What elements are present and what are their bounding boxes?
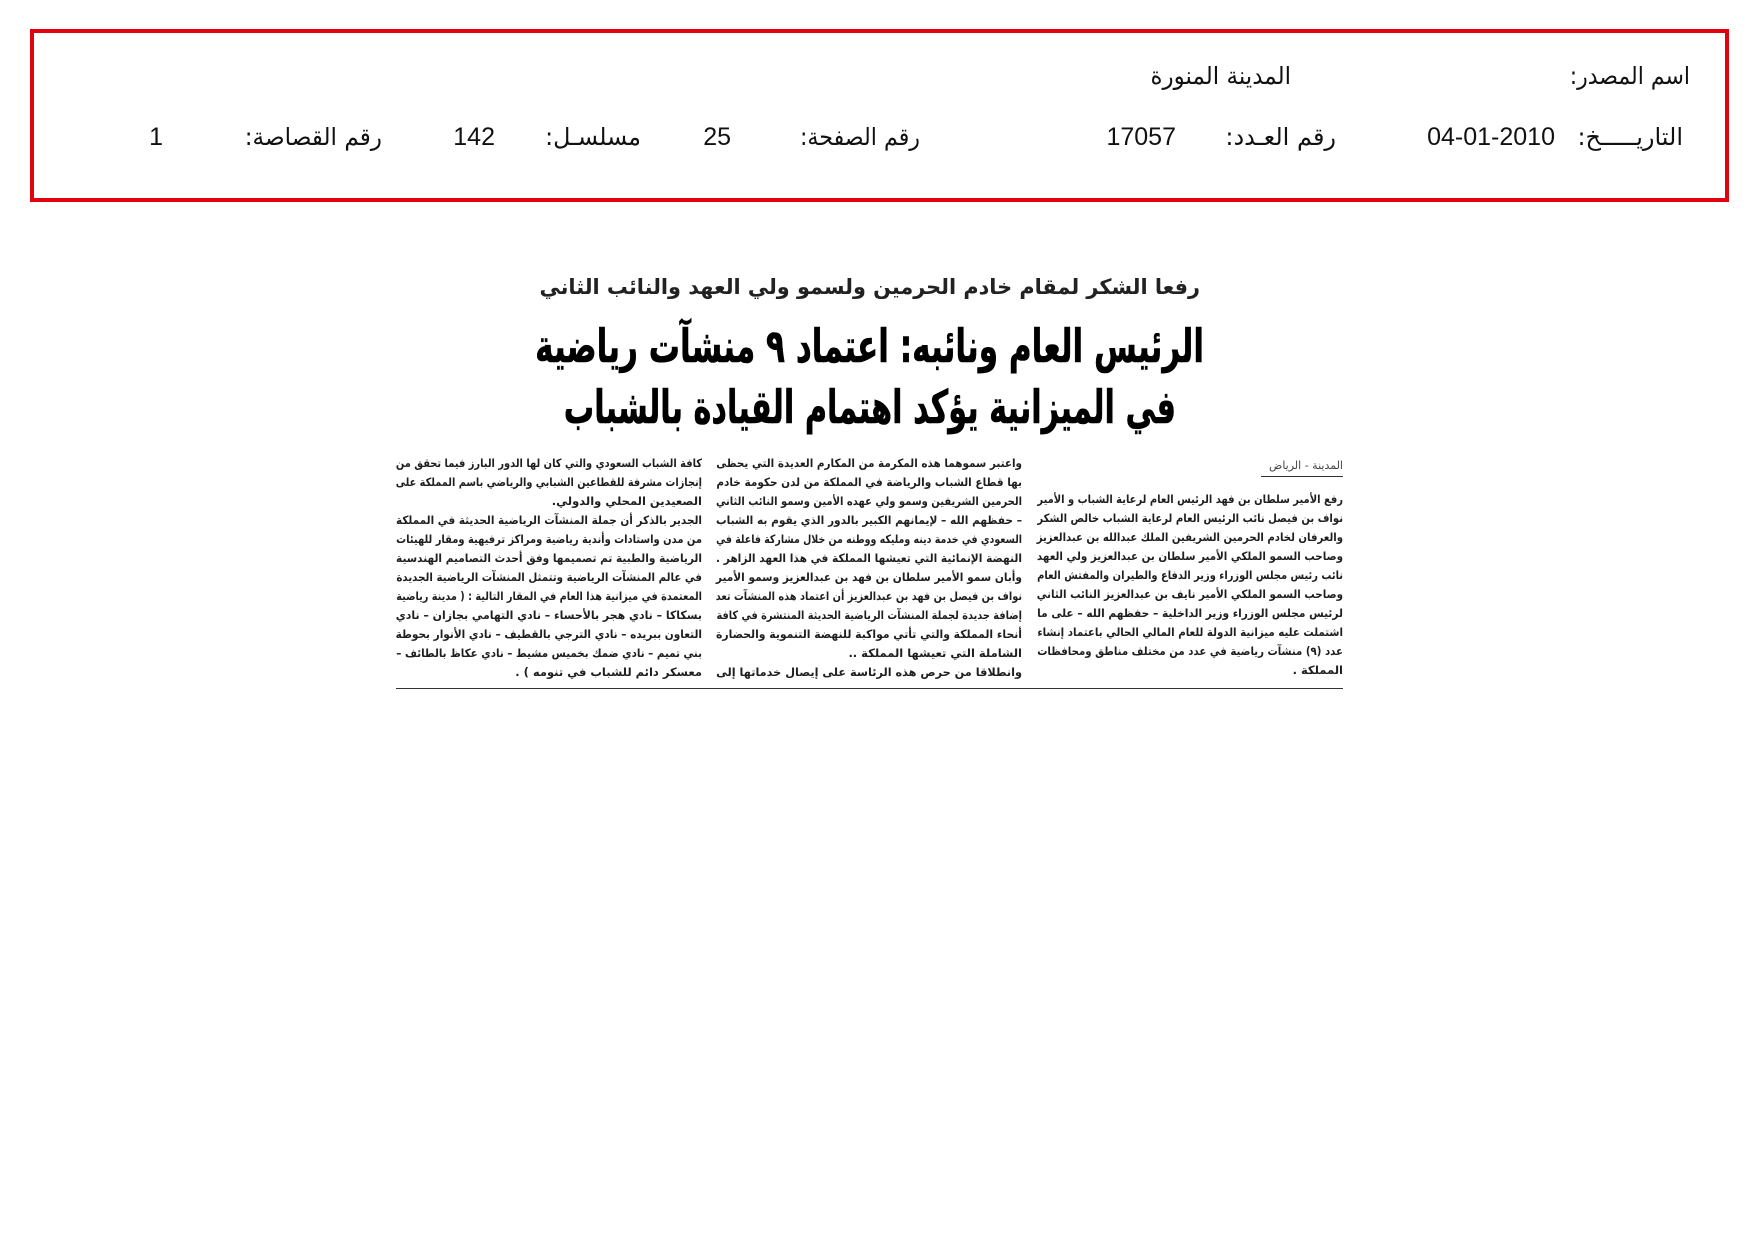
article-text-line: المملكة . bbox=[1292, 663, 1343, 677]
article-text-line: نواف بن فيصل بن فهد بن عبدالعزيز أن اعتماد هذه المنشآت تعد bbox=[715, 589, 1022, 603]
article-text-line: وصاحب السمو الملكي الأمير سلطان بن عبدالعزيز ولي العهد bbox=[1036, 549, 1343, 563]
article-text-line: الرياضية والطبية تم تصميمها وفق أحدث التصاميم الهندسية bbox=[396, 551, 702, 565]
clipping-number-label: رقم القصاصة: bbox=[244, 123, 382, 151]
article-text-line: الحرمين الشريفين وسمو ولي عهده الأمين وسمو النائب الثاني bbox=[715, 494, 1022, 508]
article-text-line: النهضة الإنمائية التي تعيشها المملكة في هذا العهد الزاهر . bbox=[715, 551, 1022, 565]
article-text-line: نواف بن فيصل نائب الرئيس العام لرعاية الشباب خالص الشكر bbox=[1037, 511, 1343, 525]
article-text-line: أنحاء المملكة والتي تأتي مواكبة للنهضة التنموية والحضارة bbox=[715, 627, 1022, 641]
article-text-line: بني تميم – نادي ضمك بخميس مشيط – نادي عكاظ بالطائف – bbox=[396, 646, 702, 660]
article-column-middle bbox=[716, 454, 1022, 682]
article-text-line: وصاحب السمو الملكي الأمير نايف بن عبدالعزيز النائب الثاني bbox=[1036, 587, 1343, 601]
article-text-line: الجدير بالذكر أن جملة المنشآت الرياضية الحديثة في المملكة bbox=[395, 513, 702, 527]
clip-info-frame bbox=[30, 29, 1729, 202]
issue-number-label: رقم العـدد: bbox=[1225, 123, 1336, 151]
article-text-line: اشتملت عليه ميزانية الدولة للعام المالي الحالي باعتماد إنشاء bbox=[1037, 625, 1343, 639]
issue-number-value: 17057 bbox=[1106, 123, 1176, 151]
page-number-value: 25 bbox=[703, 123, 731, 151]
article-text-line: التعاون ببريده – نادي الترجي بالقطيف – نادي الأنوار بحوطة bbox=[395, 627, 702, 641]
article-text-line: في عالم المنشآت الرياضية وتتمثل المنشآت الرياضية الجديدة bbox=[396, 570, 702, 584]
byline-block bbox=[1037, 454, 1343, 490]
article-text-line: والعرفان لخادم الحرمين الشريفين الملك عبدالله بن عبدالعزيز bbox=[1036, 530, 1343, 544]
article-byline: المدينة - الرياض bbox=[1261, 457, 1343, 477]
article-column-left bbox=[396, 454, 702, 682]
article-text-line: إنجازات مشرفة للقطاعين الشبابي والرياضي باسم المملكة على bbox=[395, 475, 702, 489]
article-text-line: المعتمدة في ميزانية هذا العام في المقار التالية : ( مدينة رياضية bbox=[396, 589, 702, 603]
article-text-line: الصعيدين المحلي والدولي. bbox=[551, 494, 702, 508]
page-number-label: رقم الصفحة: bbox=[799, 123, 920, 151]
serial-label: مسلسـل: bbox=[545, 123, 641, 151]
article-text-line: بسكاكا – نادي هجر بالأحساء – نادي التهامي بجازان – نادي bbox=[395, 608, 702, 622]
article-text-line: الشاملة التي تعيشها المملكة .. bbox=[848, 646, 1022, 660]
article-headline-line: في الميزانية يؤكد اهتمام القيادة بالشباب bbox=[563, 380, 1176, 434]
article-text-line: رفع الأمير سلطان بن فهد الرئيس العام لرعاية الشباب و الأمير bbox=[1037, 492, 1343, 506]
serial-value: 142 bbox=[453, 123, 495, 151]
article-text-line: بها قطاع الشباب والرياضة في المملكة من لدن حكومة خادم bbox=[716, 475, 1022, 489]
article-kicker: رفعا الشكر لمقام خادم الحرمين ولسمو ولي العهد والنائب الثاني bbox=[539, 275, 1200, 299]
date-label: التاريـــــخ: bbox=[1577, 123, 1683, 151]
article-text-line: من مدن واستادات وأندية رياضية ومراكز ترفيهية ومقار للهيئات bbox=[396, 532, 702, 546]
article-text-line: وأبان سمو الأمير سلطان بن فهد بن عبدالعزيز وسمو الأمير bbox=[715, 570, 1022, 584]
article-text-line: – حفظهم الله – لإيمانهم الكبير بالدور الذي يقوم به الشباب bbox=[715, 513, 1022, 527]
source-label: اسم المصدر: bbox=[1569, 62, 1690, 90]
article-text-line: السعودي في خدمة دينه ومليكه ووطنه من خلال مشاركة فاعلة في bbox=[716, 532, 1022, 546]
source-value: المدينة المنورة bbox=[1150, 62, 1291, 90]
article-text-line: نائب رئيس مجلس الوزراء وزير الدفاع والطيران والمفتش العام bbox=[1037, 568, 1343, 582]
article-text-line: كافة الشباب السعودي والتي كان لها الدور البارز فيما تحقق من bbox=[395, 456, 702, 470]
article-bottom-rule bbox=[396, 688, 1343, 689]
article-text-line: إضافة جديدة لجملة المنشآت الرياضية الحديثة المنتشرة في كافة bbox=[716, 608, 1022, 622]
article-text-line: واعتبر سموهما هذه المكرمة من المكارم العديدة التي يحظى bbox=[716, 456, 1022, 470]
article-text-line: معسكر دائم للشباب في تنومه ) . bbox=[515, 665, 702, 679]
clipping-number-value: 1 bbox=[149, 123, 163, 151]
article-text-line: لرئيس مجلس الوزراء وزير الداخلية – حفظهم الله – على ما bbox=[1037, 606, 1343, 620]
article-text-line: وانطلاقا من حرص هذه الرئاسة على إيصال خدماتها إلى bbox=[716, 665, 1022, 679]
article-text-line: عدد (٩) منشآت رياضية في عدد من مختلف مناطق ومحافظات bbox=[1037, 644, 1343, 658]
article-column-right bbox=[1037, 454, 1343, 680]
article-headline-line: الرئيس العام ونائبه: اعتماد ٩ منشآت رياضية bbox=[535, 319, 1204, 373]
date-value: 04-01-2010 bbox=[1427, 123, 1555, 151]
